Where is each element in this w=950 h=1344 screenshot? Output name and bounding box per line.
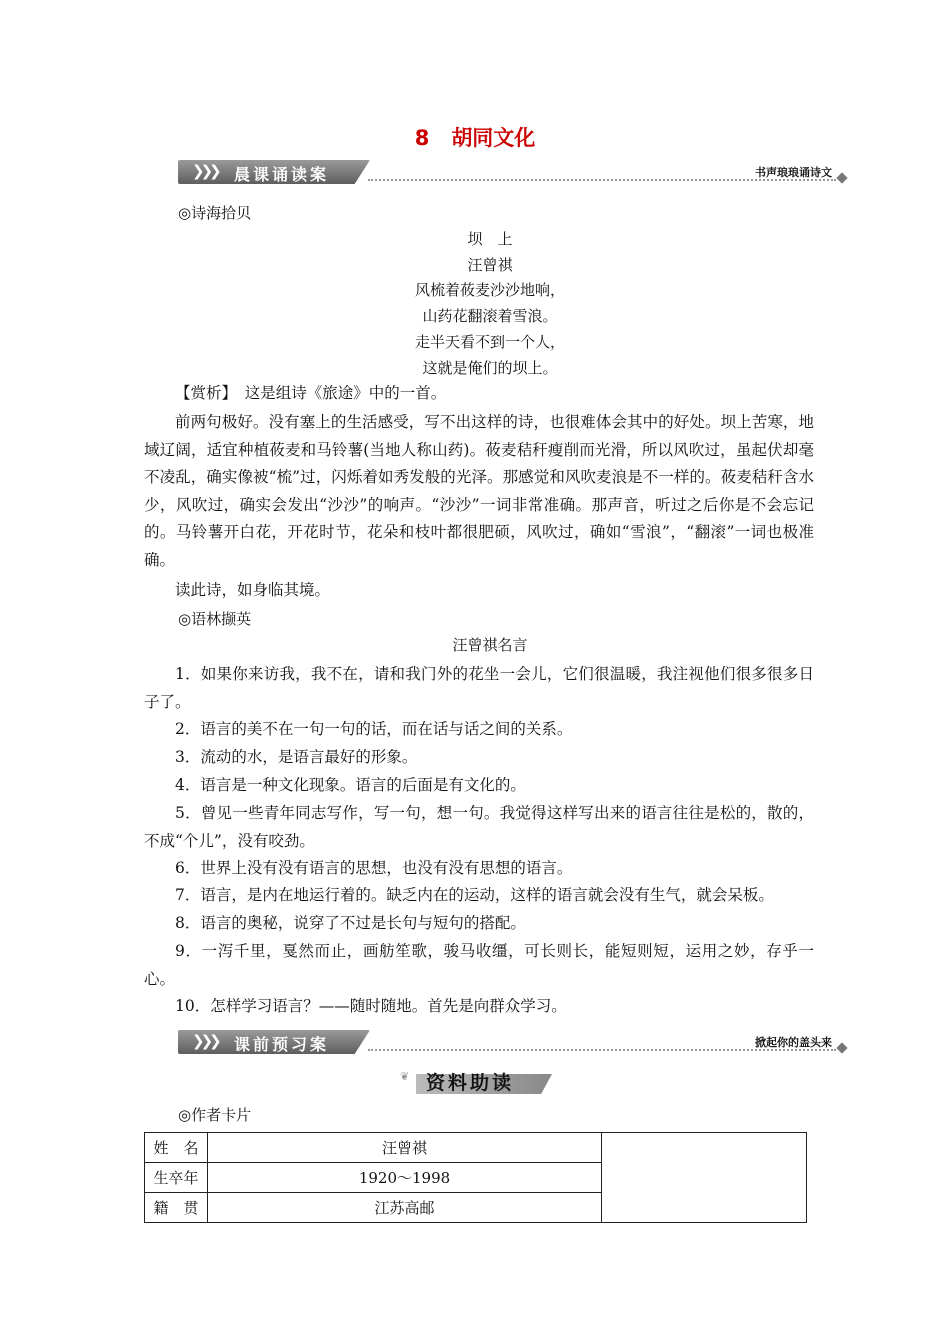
card-value: 1920～1998 bbox=[208, 1163, 602, 1193]
section-banner-preview bbox=[178, 1030, 846, 1056]
banner-right-text: 掀起你的盖头来 bbox=[755, 1036, 832, 1049]
quote-item: 6．世界上没有没有语言的思想，也没有没有思想的语言。 bbox=[175, 859, 573, 877]
appreciation-ending: 读此诗，如身临其境。 bbox=[175, 581, 331, 599]
poem-line: 风梳着莜麦沙沙地响， bbox=[414, 281, 565, 299]
quote-item: 2．语言的美不在一句一句的话，而在话与话之间的关系。 bbox=[175, 720, 573, 738]
chevron-right-icon: ❯❯❯ bbox=[192, 1032, 218, 1050]
poem-title: 坝 上 bbox=[467, 230, 513, 248]
banner-label: 晨课诵读案 bbox=[234, 165, 330, 184]
section-heading-poetry: ◎诗海拾贝 bbox=[178, 204, 252, 222]
diamond-icon bbox=[836, 1042, 847, 1053]
quotes-title: 汪曾祺名言 bbox=[452, 636, 528, 654]
section-banner-morning bbox=[178, 160, 846, 186]
quote-item: 7．语言，是内在地运行着的。缺乏内在的运动，这样的语言就会没有生气，就会呆板。 bbox=[175, 886, 774, 904]
card-value: 江苏高邮 bbox=[208, 1193, 602, 1223]
appreciation-body: 前两句极好。没有塞上的生活感受，写不出这样的诗，也很难体会其中的好处。坝上苦寒，地域辽阔，适宜种植莜麦和马铃薯(当地人称山药)。莜麦秸秆瘦削而光滑，所以风吹过，虽起伏却毫不凌乱，确实像被“梳”过，闪烁着如秀发般的光泽。那感觉和风吹麦浪是不一样的。莜麦秸秆含水少，风吹过，确实会发出“沙沙”的响声。“沙沙”一词非常准确。那声音，听过之后你是不会忘记的。马铃薯开白花，开花时节，花朵和枝叶都很肥硕，风吹过，确如“雪浪”，“翻滚”一词也极准确。 bbox=[144, 413, 814, 569]
poem-author: 汪曾祺 bbox=[467, 256, 513, 274]
section-heading-quotes: ◎语林撷英 bbox=[178, 610, 252, 628]
poem-line: 这就是俺们的坝上。 bbox=[422, 359, 558, 377]
badge-label: 资料助读 bbox=[426, 1072, 515, 1094]
card-key: 生卒年 bbox=[145, 1163, 208, 1193]
poem-line: 走半天看不到一个人， bbox=[414, 333, 565, 351]
chevron-right-icon: ❯❯❯ bbox=[192, 162, 218, 180]
card-key: 姓 名 bbox=[145, 1133, 208, 1163]
quote-item: 5．曾见一些青年同志写作，写一句，想一句。我觉得这样写出来的语言往往是松的，散的，不成“个儿”，没有咬劲。 bbox=[144, 804, 814, 850]
appreciation-intro: 【赏析】 这是组诗《旅途》中的一首。 bbox=[175, 384, 447, 402]
card-key: 籍 贯 bbox=[145, 1193, 208, 1223]
section-heading-author-card: ◎作者卡片 bbox=[178, 1106, 252, 1124]
quote-item: 8．语言的奥秘，说穿了不过是长句与短句的搭配。 bbox=[175, 914, 526, 932]
diamond-icon bbox=[836, 172, 847, 183]
quote-item: 4．语言是一种文化现象。语言的后面是有文化的。 bbox=[175, 776, 526, 794]
lesson-number: 8 bbox=[414, 126, 430, 150]
reading-materials-badge bbox=[400, 1068, 550, 1096]
lesson-title bbox=[0, 122, 950, 152]
leaf-icon: ❦ bbox=[400, 1070, 410, 1083]
poem-line: 山药花翻滚着雪浪。 bbox=[422, 307, 558, 325]
quote-item: 9．一泻千里，戛然而止，画舫笙歌，骏马收缰，可长则长，能短则短，运用之妙，存乎一心。 bbox=[144, 942, 814, 988]
banner-label: 课前预习案 bbox=[234, 1035, 330, 1054]
banner-right-text: 书声琅琅诵诗文 bbox=[755, 166, 832, 179]
photo-placeholder bbox=[602, 1133, 807, 1223]
table-row bbox=[145, 1133, 807, 1163]
lesson-title-text: 胡同文化 bbox=[451, 126, 536, 150]
author-card-table bbox=[144, 1132, 807, 1223]
card-value: 汪曾祺 bbox=[208, 1133, 602, 1163]
quote-item: 10．怎样学习语言？——随时随地。首先是向群众学习。 bbox=[175, 997, 567, 1015]
quote-item: 3．流动的水，是语言最好的形象。 bbox=[175, 748, 418, 766]
quote-item: 1．如果你来访我，我不在，请和我门外的花坐一会儿，它们很温暖，我注视他们很多很多日子了。 bbox=[144, 665, 814, 711]
